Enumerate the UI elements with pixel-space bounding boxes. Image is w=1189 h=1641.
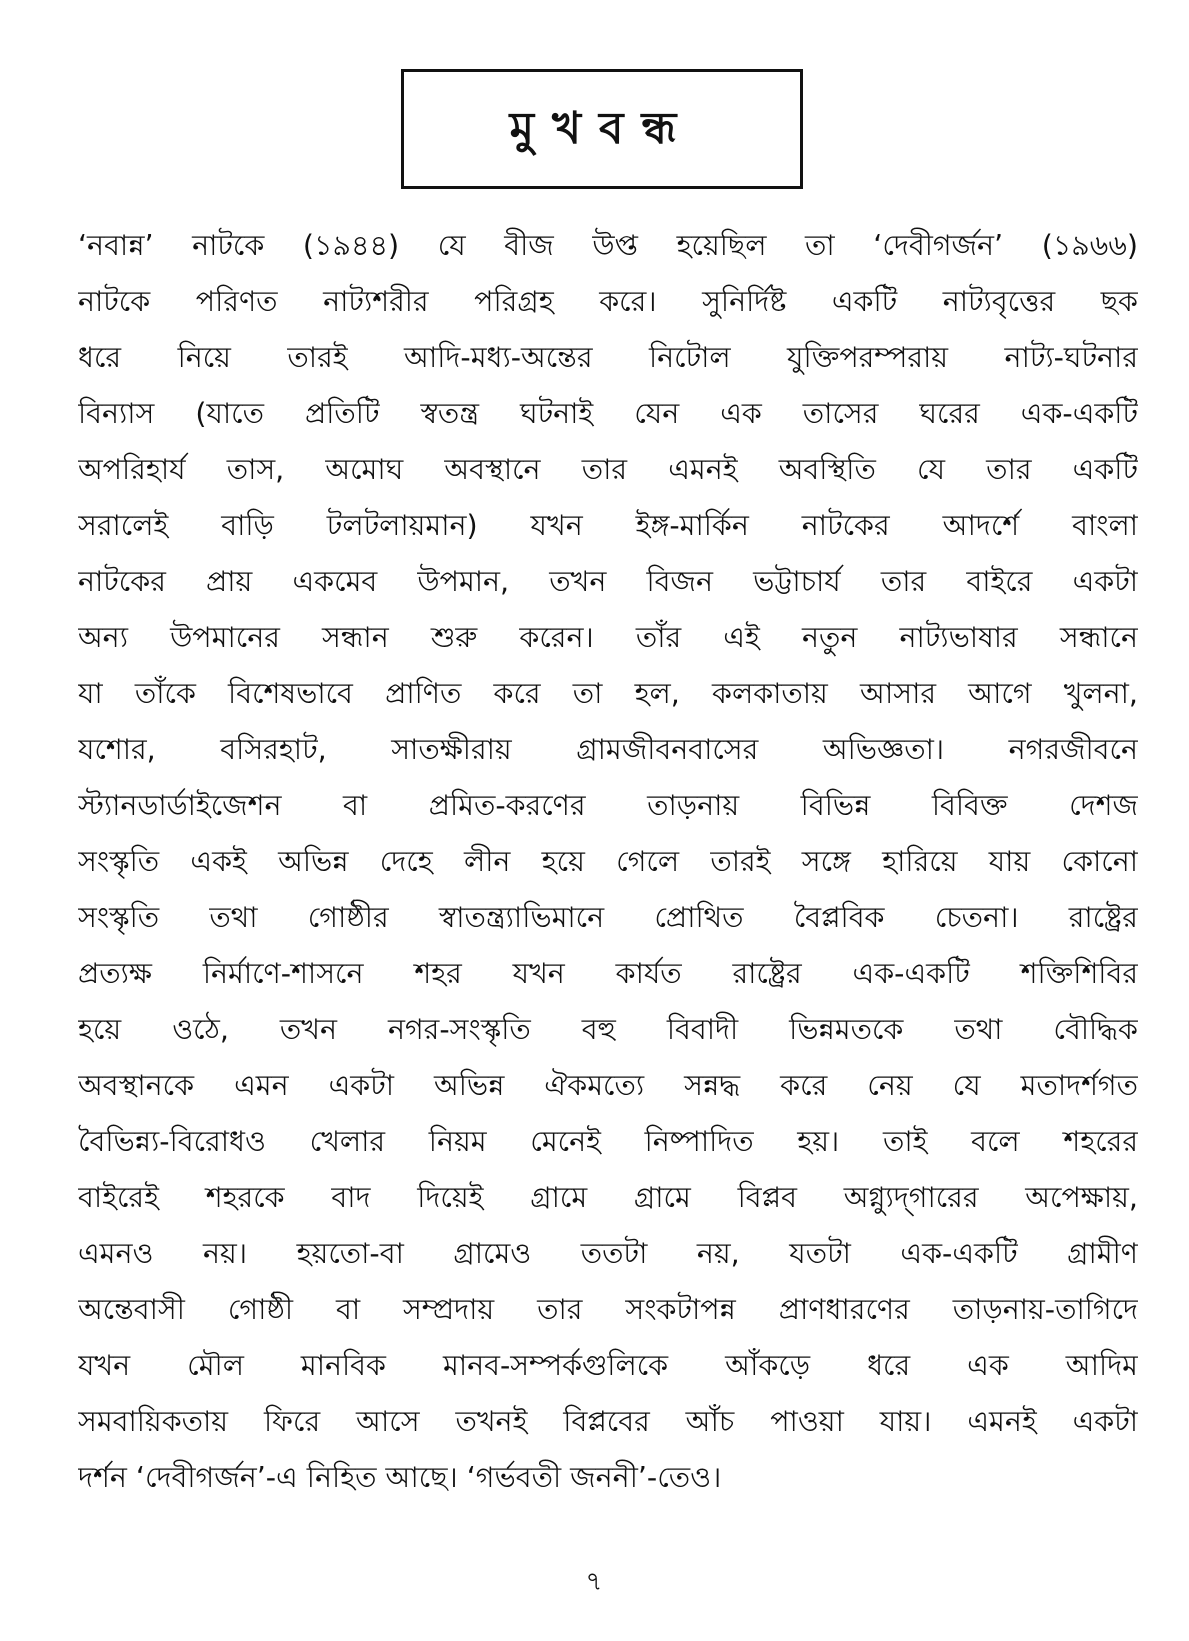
- body-paragraph: [78, 218, 1138, 1508]
- text-line: যশোর, বসিরহাট, সাতক্ষীরায় গ্রামজীবনবাসের অভিজ্ঞতা। নগরজীবনে: [78, 733, 1138, 766]
- text-line: অপরিহার্য তাস, অমোঘ অবস্থানে তার এমনই অবস্থিতি যে তার একটি: [78, 453, 1138, 486]
- text-line: নাটকে পরিণত নাট্যশরীর পরিগ্রহ করে। সুনির্দিষ্ট একটি নাট্যবৃত্তের ছক: [78, 285, 1138, 318]
- text-line: দর্শন ‘দেবীগর্জন’-এ নিহিত আছে। ‘গর্ভবতী জননী’-তেও।: [78, 1461, 722, 1494]
- text-line: ধরে নিয়ে তারই আদি-মধ্য-অন্তের নিটোল যুক্তিপরম্পরায় নাট্য-ঘটনার: [78, 341, 1138, 374]
- text-line: ‘নবান্ন’ নাটকে (১৯৪৪) যে বীজ উপ্ত হয়েছিল তা ‘দেবীগর্জন’ (১৯৬৬): [78, 229, 1138, 262]
- text-line: যখন মৌল মানবিক মানব-সম্পর্কগুলিকে আঁকড়ে ধরে এক আদিম: [78, 1349, 1138, 1382]
- text-line: সমবায়িকতায় ফিরে আসে তখনই বিপ্লবের আঁচ পাওয়া যায়। এমনই একটা: [78, 1405, 1138, 1438]
- text-line: প্রত্যক্ষ নির্মাণে-শাসনে শহর যখন কার্যত রাষ্ট্রের এক-একটি শক্তিশিবির: [78, 957, 1138, 990]
- text-line: হয়ে ওঠে, তখন নগর-সংস্কৃতি বহু বিবাদী ভিন্নমতকে তথা বৌদ্ধিক: [78, 1013, 1138, 1046]
- text-line: অন্তেবাসী গোষ্ঠী বা সম্প্রদায় তার সংকটাপন্ন প্রাণধারণের তাড়নায়-তাগিদে: [78, 1293, 1138, 1326]
- page-title: মুখবন্ধ: [509, 103, 695, 154]
- text-line: বিন্যাস (যাতে প্রতিটি স্বতন্ত্র ঘটনাই যেন এক তাসের ঘরের এক-একটি: [78, 397, 1138, 430]
- text-line: বৈভিন্ন্য-বিরোধও খেলার নিয়ম মেনেই নিষ্পাদিত হয়। তাই বলে শহরের: [78, 1125, 1138, 1158]
- text-line: স্ট্যানডার্ডাইজেশন বা প্রমিত-করণের তাড়নায় বিভিন্ন বিবিক্ত দেশজ: [78, 789, 1138, 822]
- text-line: নাটকের প্রায় একমেব উপমান, তখন বিজন ভট্টাচার্য তার বাইরে একটা: [78, 565, 1138, 598]
- text-line: যা তাঁকে বিশেষভাবে প্রাণিত করে তা হল, কলকাতায় আসার আগে খুলনা,: [78, 677, 1138, 710]
- text-line: অন্য উপমানের সন্ধান শুরু করেন। তাঁর এই নতুন নাট্যভাষার সন্ধানে: [78, 621, 1138, 654]
- heading-box: [401, 69, 803, 189]
- text-line: এমনও নয়। হয়তো-বা গ্রামেও ততটা নয়, যতটা এক-একটি গ্রামীণ: [78, 1237, 1138, 1270]
- text-line: সরালেই বাড়ি টলটলায়মান) যখন ইঙ্গ-মার্কিন নাটকের আদর্শে বাংলা: [78, 509, 1138, 542]
- text-line: সংস্কৃতি তথা গোষ্ঠীর স্বাতন্ত্র্যাভিমানে প্রোথিত বৈপ্লবিক চেতনা। রাষ্ট্রের: [78, 901, 1138, 934]
- text-line: বাইরেই শহরকে বাদ দিয়েই গ্রামে গ্রামে বিপ্লব অগ্ন্যুদ্‌গারের অপেক্ষায়,: [78, 1181, 1138, 1214]
- text-line: অবস্থানকে এমন একটা অভিন্ন ঐকমত্যে সন্নদ্ধ করে নেয় যে মতাদর্শগত: [78, 1069, 1138, 1102]
- page-number: ৭: [585, 1567, 603, 1597]
- text-line: সংস্কৃতি একই অভিন্ন দেহে লীন হয়ে গেলে তারই সঙ্গে হারিয়ে যায় কোনো: [78, 845, 1138, 878]
